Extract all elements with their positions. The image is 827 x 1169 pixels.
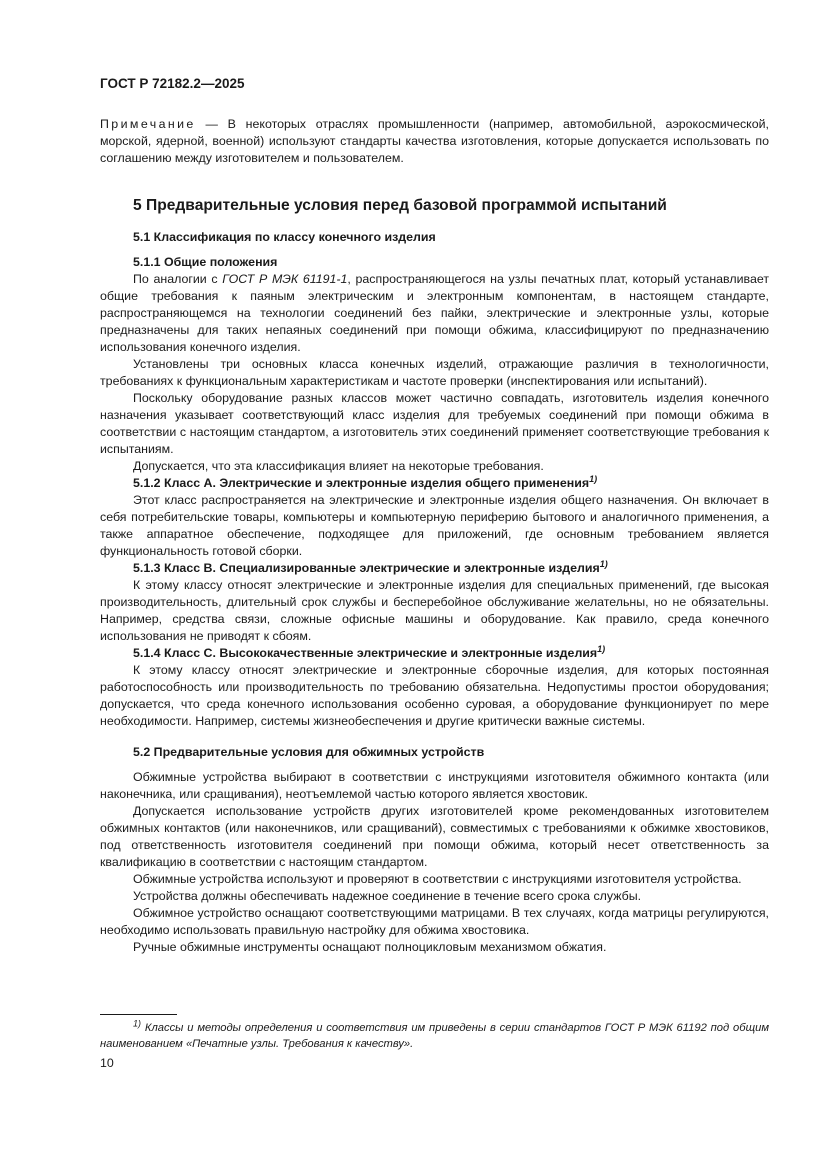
paragraph-text: , распространяющегося на узлы печатных плат, который устанавливает общие требования к паяным электрическим и электронным компонентам, в настоящем стандарте, распространяющемся на технологии соединений без пайки, электрические и электронные узлы, которые предназначены для таких непаяных соединений при помощи обжима, классифицируют по предназначению использования конечного изделия. (100, 272, 769, 354)
heading-text: 5.1.2 Класс А. Электрические и электронные изделия общего применения (133, 476, 590, 490)
standard-reference: ГОСТ Р МЭК 61191-1 (222, 272, 348, 286)
footnote-text: Классы и методы определения и соответствия им приведены в серии стандартов ГОСТ Р МЭК 61192 под общим наименованием «Печатные узлы. Требования к качеству». (100, 1022, 769, 1050)
note-paragraph (100, 116, 769, 167)
paragraph: Этот класс распространяется на электрические и электронные изделия общего назначения. Он включает в себя потребительские товары, компьютеры и компьютерную периферию бытового и аналогичного применения, а также аппаратное обеспечение, подходящее для приложений, где основным требованием является функциональность готовой сборки. (100, 493, 769, 558)
document-header: ГОСТ Р 72182.2—2025 (100, 76, 245, 91)
paragraph: К этому классу относят электрические и электронные изделия для специальных применений, где высокая производительность, длительный срок службы и бесперебойное обслуживание желательны, но не обязательны. Например, средства связи, сложные офисные машины и оборудование. Как правило, среда конечного использования не приводят к сбоям. (100, 578, 769, 643)
note-text: — В некоторых отраслях промышленности (например, автомобильной, аэрокосмической, морской, ядерной, военной) используют стандарты качества изготовления, которые допускается использовать по соглашению между изготовителем и пользователем. (100, 117, 769, 165)
note-label: Примечание (100, 117, 196, 131)
paragraph: Обжимное устройство оснащают соответствующими матрицами. В тех случаях, когда матрицы регулируются, необходимо использовать правильную настройку для обжима хвостовика. (100, 906, 769, 937)
paragraph: Устройства должны обеспечивать надежное соединение в течение всего срока службы. (133, 889, 642, 903)
section-5-1-3-heading (100, 560, 769, 577)
paragraph: К этому классу относят электрические и электронные сборочные изделия, для которых постоянная работоспособность или производительность по требованию обязательна. Недопустимы простои оборудования; допускается, что среда конечного использования особенно суровая, а оборудование функционирует по мере необходимости. Например, системы жизнеобеспечения и другие критически важные системы. (100, 663, 769, 728)
footnote-marker: 1) (589, 473, 598, 484)
footnote-divider (100, 1014, 177, 1015)
footnote-indent (100, 1022, 133, 1034)
heading-text: 5.1.3 Класс В. Специализированные электрические и электронные изделия (133, 561, 600, 575)
paragraph: Обжимные устройства используют и проверяют в соответствии с инструкциями изготовителя устройства. (133, 872, 742, 886)
paragraph: Допускается использование устройств других изготовителей кроме рекомендованных изготовителем обжимных контактов (или наконечников, или сращиваний), совместимых с требованиями к обжимке хвостовиков, под ответственность изготовителя соединений при помощи обжима, который несет ответственность за квалификацию в соответствии с настоящим стандартом. (100, 804, 769, 869)
paragraph: Обжимные устройства выбирают в соответствии с инструкциями изготовителя обжимного контакта (или наконечника, или сращивания), неотъемлемой частью которого является хвостовик. (100, 770, 769, 801)
spacer (100, 761, 769, 769)
paragraph (100, 271, 769, 356)
section-5-heading: 5 Предварительные условия перед базовой программой испытаний (133, 197, 667, 214)
paragraph: Поскольку оборудование разных классов может частично совпадать, изготовитель изделия конечного назначения указывает соответствующий класс изделия для требуемых соединений при помощи обжима в соответствии с настоящим стандартом, а изготовитель этих соединений применяет соответствующие требования к испытаниям. (100, 391, 769, 456)
paragraph: Допускается, что эта классификация влияет на некоторые требования. (133, 459, 544, 473)
paragraph-text: По аналогии с (133, 272, 223, 286)
paragraph: Установлены три основных класса конечных изделий, отражающие различия в технологичности, требованиях к функциональным характеристикам и частоте проверки (инспектирования или испытаний). (100, 357, 769, 388)
page-content (100, 116, 769, 956)
heading-text: 5.1.4 Класс С. Высококачественные электрические и электронные изделия (133, 646, 598, 660)
footnote-marker: 1) (597, 643, 606, 654)
section-5-1-1-heading: 5.1.1 Общие положения (133, 255, 278, 269)
section-5-1-2-heading (100, 475, 769, 492)
footnote-marker: 1) (133, 1018, 142, 1029)
footnote-marker: 1) (599, 558, 608, 569)
section-5-1-heading: 5.1 Классификация по классу конечного изделия (133, 230, 436, 244)
section-5-2-heading: 5.2 Предварительные условия для обжимных устройств (133, 745, 485, 759)
paragraph: Ручные обжимные инструменты оснащают полноцикловым механизмом обжатия. (133, 940, 607, 954)
footnote (100, 1020, 769, 1052)
section-5-1-4-heading (100, 645, 769, 662)
page-number: 10 (100, 1056, 114, 1070)
